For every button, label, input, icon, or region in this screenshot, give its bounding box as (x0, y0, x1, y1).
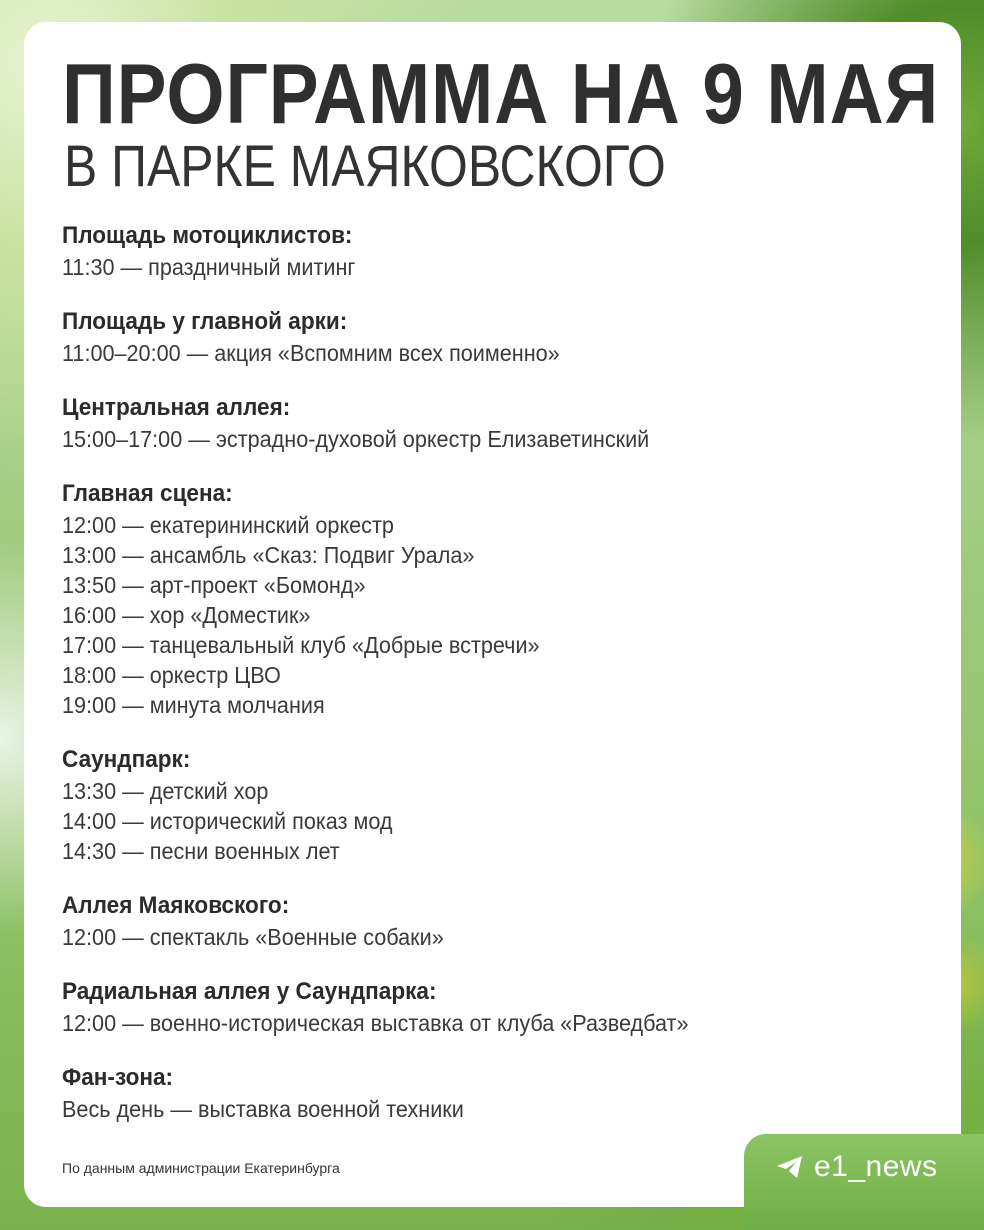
schedule-item: 16:00 — хор «Доместик» (62, 602, 311, 628)
page-subtitle: В ПАРКЕ МАЯКОВСКОГО (64, 134, 666, 199)
section-title: Фан-зона: (62, 1064, 174, 1091)
section-title: Главная сцена: (62, 480, 233, 507)
program-section (62, 392, 922, 454)
schedule-item: 11:00–20:00 — акция «Вспомним всех поименно» (62, 340, 560, 366)
schedule-item: 11:30 — праздничный митинг (62, 254, 356, 280)
channel-badge[interactable] (776, 1150, 938, 1184)
program-section (62, 744, 922, 866)
schedule-item: 13:50 — арт-проект «Бомонд» (62, 572, 366, 598)
program-section (62, 478, 922, 720)
schedule-item: 17:00 — танцевальный клуб «Добрые встречи» (62, 632, 540, 658)
schedule-item: 12:00 — екатерининский оркестр (62, 512, 394, 538)
telegram-icon (776, 1155, 804, 1179)
schedule-item: 14:00 — исторический показ мод (62, 808, 393, 834)
program-section (62, 220, 922, 282)
schedule-item: 12:00 — военно-историческая выставка от клуба «Разведбат» (62, 1010, 689, 1036)
program-section (62, 976, 922, 1038)
program-section (62, 890, 922, 952)
channel-name: e1_news (814, 1150, 938, 1183)
source-note: По данным администрации Екатеринбурга (62, 1160, 340, 1176)
section-title: Площадь мотоциклистов: (62, 222, 353, 249)
program-section (62, 1062, 922, 1124)
program-section (62, 306, 922, 368)
schedule-item: 13:00 — ансамбль «Сказ: Подвиг Урала» (62, 542, 475, 568)
program-sections (62, 220, 922, 1148)
section-title: Площадь у главной арки: (62, 308, 348, 335)
section-title: Центральная аллея: (62, 394, 291, 421)
schedule-item: 15:00–17:00 — эстрадно-духовой оркестр Елизаветинский (62, 426, 650, 452)
schedule-item: 18:00 — оркестр ЦВО (62, 662, 281, 688)
schedule-item: 14:30 — песни военных лет (62, 838, 340, 864)
schedule-item: 12:00 — спектакль «Военные собаки» (62, 924, 444, 950)
schedule-item: Весь день — выставка военной техники (62, 1096, 464, 1122)
schedule-item: 13:30 — детский хор (62, 778, 269, 804)
section-title: Аллея Маяковского: (62, 892, 290, 919)
page-title: ПРОГРАММА НА 9 МАЯ (62, 47, 940, 142)
section-title: Радиальная аллея у Саундпарка: (62, 978, 437, 1005)
section-title: Саундпарк: (62, 746, 191, 773)
schedule-item: 19:00 — минута молчания (62, 692, 325, 718)
